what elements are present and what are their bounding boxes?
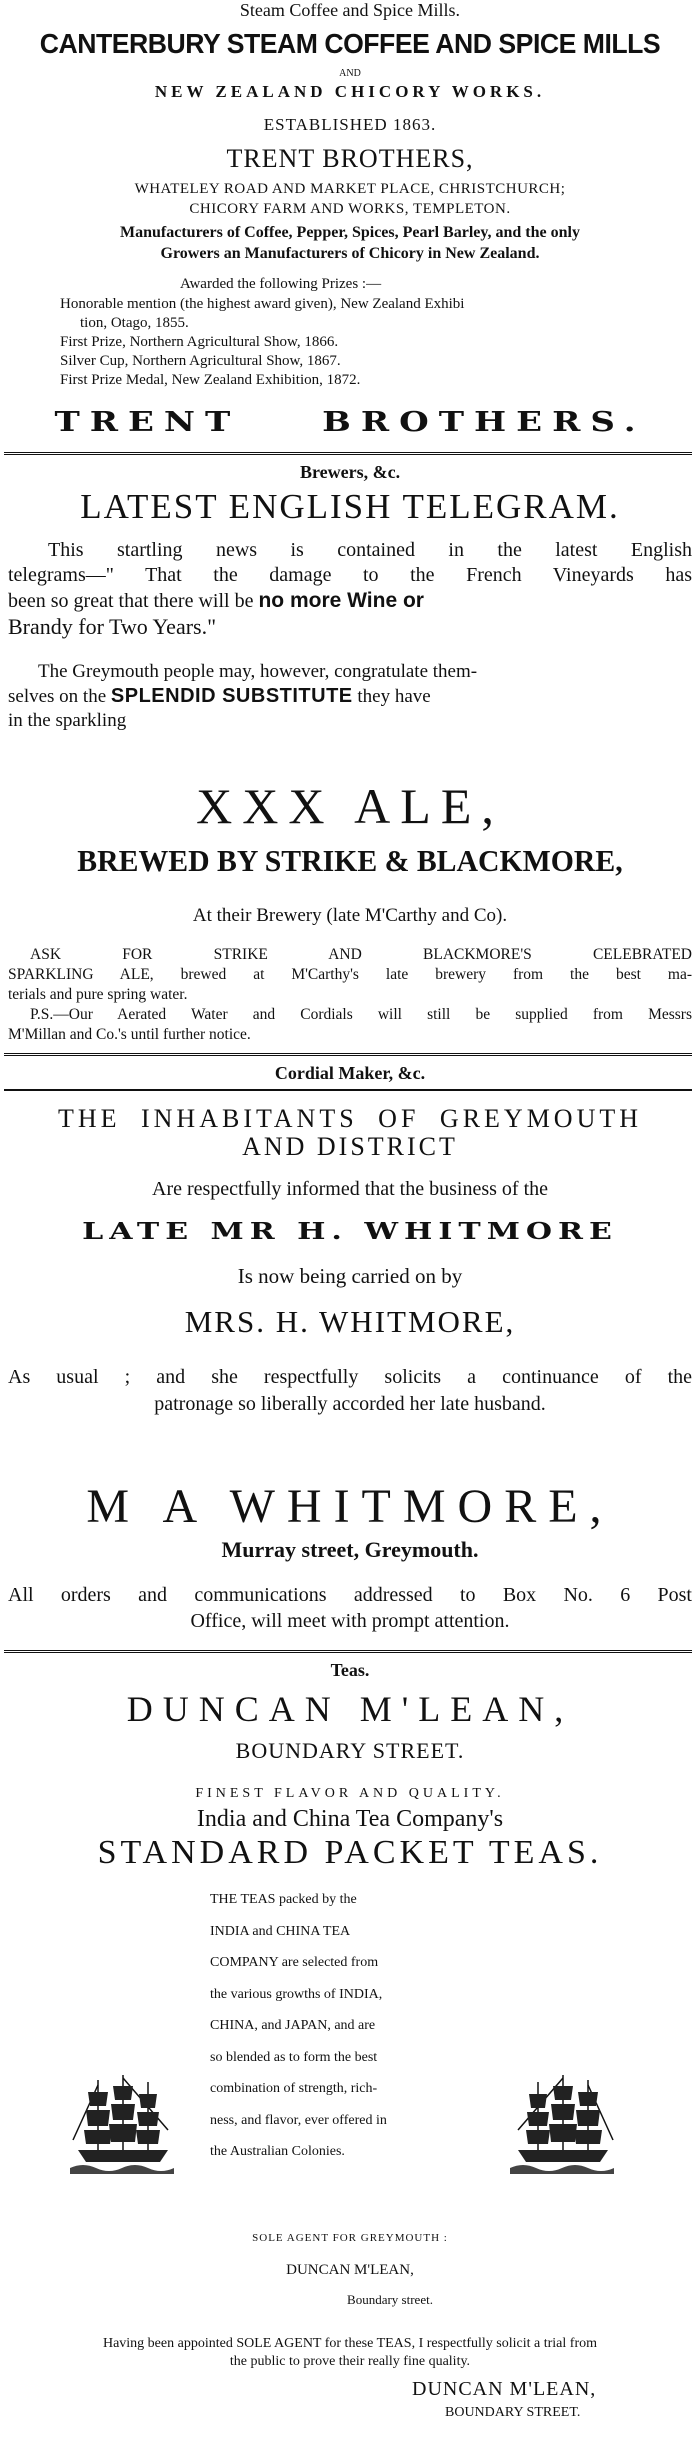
cordial-orders bbox=[8, 1582, 692, 1634]
divider bbox=[4, 1650, 692, 1653]
brewers-brewed-by: BREWED BY STRIKE & BLACKMORE, bbox=[77, 843, 623, 878]
brewers-p1-line3: been so great that there will be bbox=[8, 590, 254, 612]
teas-body-line: THE TEAS packed by the bbox=[210, 1892, 357, 1907]
cordial-late-mr: LATE MR H. WHITMORE bbox=[82, 1217, 618, 1246]
section-heading-brewers: Brewers, &c. bbox=[299, 462, 401, 482]
coffee-prize1a: Honorable mention (the highest award given), New Zealand Exhibi bbox=[60, 296, 465, 312]
teas-body-line: combination of strength, rich- bbox=[210, 2081, 378, 2096]
brewers-brewery: At their Brewery (late M'Carthy and Co). bbox=[192, 905, 508, 926]
brewers-p1-emph: no more Wine or bbox=[258, 589, 424, 612]
teas-body-line: CHINA, and JAPAN, and are bbox=[210, 2018, 376, 2033]
brewers-ask-line2: SPARKLING ALE, brewed at M'Carthy's late brewery from the best ma- bbox=[8, 966, 692, 983]
teas-sig-street: BOUNDARY STREET. bbox=[445, 2405, 581, 2420]
cordial-informed: Are respectfully informed that the business of the bbox=[152, 1178, 548, 1200]
coffee-prize3: Silver Cup, Northern Agricultural Show, 1867. bbox=[60, 353, 341, 369]
teas-company: India and China Tea Company's bbox=[196, 1806, 504, 1832]
teas-closing-line2: the public to prove their really fine quality. bbox=[229, 2354, 471, 2369]
coffee-awarded: Awarded the following Prizes :— bbox=[180, 276, 382, 292]
teas-body-line: the Australian Colonies. bbox=[210, 2144, 345, 2159]
cordial-title2: AND DISTRICT bbox=[242, 1132, 458, 1161]
cordial-name: M A WHITMORE, bbox=[86, 1480, 614, 1533]
teas-closing-line1: Having been appointed SOLE AGENT for these TEAS, I respectfully solicit a trial from bbox=[102, 2336, 598, 2351]
brewers-para2 bbox=[8, 660, 692, 733]
teas-sig-name: DUNCAN M'LEAN, bbox=[412, 2378, 597, 2400]
coffee-subtitle: NEW ZEALAND CHICORY WORKS. bbox=[154, 82, 546, 101]
teas-body-line: so blended as to form the best bbox=[210, 2049, 378, 2065]
cordial-mrs: MRS. H. WHITMORE, bbox=[184, 1304, 516, 1339]
coffee-address1: WHATELEY ROAD AND MARKET PLACE, CHRISTCHURCH; bbox=[134, 181, 566, 197]
brewers-p2-line1: The Greymouth people may, however, congratulate them- bbox=[38, 661, 478, 682]
teas-body-line: the various growths of INDIA, bbox=[210, 1986, 383, 2002]
teas-sole-agent: SOLE AGENT FOR GREYMOUTH : bbox=[252, 2232, 448, 2244]
divider bbox=[4, 1089, 692, 1091]
brewers-ps-line2: M'Millan and Co.'s until further notice. bbox=[8, 1026, 251, 1043]
divider bbox=[4, 1053, 692, 1056]
section-heading-cordial: Cordial Maker, &c. bbox=[274, 1063, 426, 1083]
coffee-prize4: First Prize Medal, New Zealand Exhibition, 1872. bbox=[60, 372, 361, 388]
coffee-mfr-line2: Growers an Manufacturers of Chicory in New Zealand. bbox=[160, 245, 540, 262]
teas-body bbox=[210, 1884, 490, 2168]
cordial-usual-line1: As usual ; and she respectfully solicits a continuance of the bbox=[8, 1366, 692, 1388]
teas-agent-street: Boundary street. bbox=[347, 2292, 433, 2307]
brewers-p2-line2a: selves on the bbox=[8, 686, 107, 707]
brewers-p2-line2c: they have bbox=[357, 686, 431, 707]
brewers-p1-line4: Brandy for Two Years." bbox=[8, 614, 217, 639]
coffee-mfr-line1: Manufacturers of Coffee, Pepper, Spices, Pearl Barley, and the only bbox=[120, 224, 580, 241]
teas-agent-name: DUNCAN M'LEAN, bbox=[286, 2262, 414, 2278]
cordial-title1: THE INHABITANTS OF GREYMOUTH bbox=[57, 1104, 643, 1133]
teas-body-line: ness, and flavor, ever offered in bbox=[210, 2112, 387, 2128]
sailing-ship-left-icon bbox=[68, 2070, 178, 2180]
section-heading-teas: Teas. bbox=[330, 1660, 370, 1680]
brewers-ask-line1: ASK FOR STRIKE AND BLACKMORE'S CELEBRATED bbox=[30, 946, 692, 963]
brewers-ask-line3: terials and pure spring water. bbox=[8, 986, 188, 1003]
coffee-and: AND bbox=[339, 68, 361, 79]
cordial-orders-line1: All orders and communications addressed to Box No. 6 Post bbox=[8, 1584, 692, 1606]
coffee-firm: TRENT BROTHERS, bbox=[226, 144, 474, 173]
coffee-established: ESTABLISHED 1863. bbox=[263, 115, 437, 134]
teas-finest: FINEST FLAVOR AND QUALITY. bbox=[195, 1786, 505, 1801]
cordial-carried: Is now being carried on by bbox=[237, 1264, 463, 1288]
cordial-street: Murray street, Greymouth. bbox=[221, 1537, 479, 1562]
sailing-ship-right-icon bbox=[508, 2070, 618, 2180]
coffee-prize1b: tion, Otago, 1855. bbox=[80, 315, 189, 331]
coffee-address2: CHICORY FARM AND WORKS, TEMPLETON. bbox=[189, 201, 511, 217]
cordial-usual-line2: patronage so liberally accorded her late husband. bbox=[154, 1393, 546, 1415]
teas-street: BOUNDARY STREET. bbox=[235, 1738, 465, 1763]
brewers-ps-line1: P.S.—Our Aerated Water and Cordials will still be supplied from Messrs bbox=[30, 1006, 692, 1023]
brewers-p1-line1: This startling news is contained in the latest English bbox=[48, 539, 692, 561]
coffee-signature: TRENT BROTHERS. bbox=[54, 406, 646, 438]
brewers-ask bbox=[8, 945, 692, 1045]
brewers-p2-line2b: SPLENDID SUBSTITUTE bbox=[110, 685, 353, 707]
brewers-p2-line3: in the sparkling bbox=[8, 710, 127, 731]
coffee-title: CANTERBURY STEAM COFFEE AND SPICE MILLS bbox=[39, 28, 661, 59]
brewers-para1 bbox=[8, 538, 692, 639]
cordial-usual bbox=[8, 1364, 692, 1418]
teas-body-line: INDIA and CHINA TEA bbox=[210, 1923, 351, 1939]
brewers-p1-line2: telegrams—" That the damage to the French Vineyards has bbox=[8, 564, 692, 586]
section-heading-coffee: Steam Coffee and Spice Mills. bbox=[239, 0, 461, 20]
cordial-orders-line2: Office, will meet with prompt attention. bbox=[190, 1610, 510, 1632]
coffee-prize2: First Prize, Northern Agricultural Show, 1866. bbox=[60, 334, 339, 350]
teas-body-line: COMPANY are selected from bbox=[210, 1955, 379, 1970]
teas-standard: STANDARD PACKET TEAS. bbox=[97, 1834, 603, 1871]
teas-name: DUNCAN M'LEAN, bbox=[126, 1689, 574, 1729]
divider bbox=[4, 452, 692, 455]
brewers-xxx-ale: XXX ALE, bbox=[196, 778, 504, 834]
brewers-title: LATEST ENGLISH TELEGRAM. bbox=[80, 487, 620, 526]
